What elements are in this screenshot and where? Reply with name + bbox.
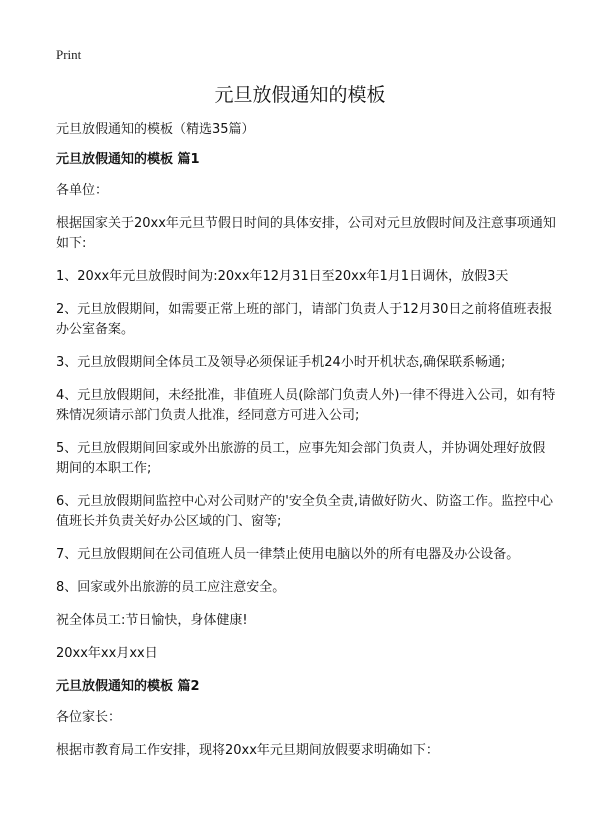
section-heading-2: 元旦放假通知的模板 篇2 [56,679,200,694]
list-item-2: 2、元旦放假期间，如需要正常上班的部门，请部门负责人于12月30日之前将值班表报办公室备案。 [56,302,553,337]
closing-wishes: 祝全体员工:节日愉快，身体健康! [56,613,248,628]
paragraph-intro-2: 根据市教育局工作安排，现将20xx年元旦期间放假要求明确如下： [56,743,439,758]
list-item-3: 3、元旦放假期间全体员工及领导必须保证手机24小时开机状态,确保联系畅通; [56,355,506,370]
list-item-5: 5、元旦放假期间回家或外出旅游的员工，应事先知会部门负责人，并协调处理好放假期间的本职工作; [56,441,546,476]
list-item-7: 7、元旦放假期间在公司值班人员一律禁止使用电脑以外的所有电器及办公设备。 [56,547,520,562]
paragraph-intro: 根据国家关于20xx年元旦节假日时间的具体安排，公司对元旦放假时间及注意事项通知如下: [56,216,556,251]
document-subtitle: 元旦放假通知的模板（精选35篇） [56,122,255,137]
print-link[interactable]: Print [56,47,82,62]
list-item-6: 6、元旦放假期间监控中心对公司财产的'安全负全责,请做好防火、防盗工作。监控中心值班长并负责关好办公区域的门、窗等; [56,494,553,529]
date-line: 20xx年xx月xx日 [56,646,158,661]
list-item-1: 1、20xx年元旦放假时间为:20xx年12月31日至20xx年1月1日调休，放假3天 [56,269,509,284]
section-heading-1: 元旦放假通知的模板 篇1 [56,152,200,167]
salutation: 各单位： [56,183,109,198]
list-item-8: 8、回家或外出旅游的员工应注意安全。 [56,580,286,595]
list-item-4: 4、元旦放假期间，未经批准，非值班人员(除部门负责人外)一律不得进入公司，如有特殊情况须请示部门负责人批准，经同意方可进入公司; [56,388,556,423]
document-body [56,120,556,774]
document-title: 元旦放假通知的模板 [214,84,386,106]
salutation-2: 各位家长： [56,710,122,725]
